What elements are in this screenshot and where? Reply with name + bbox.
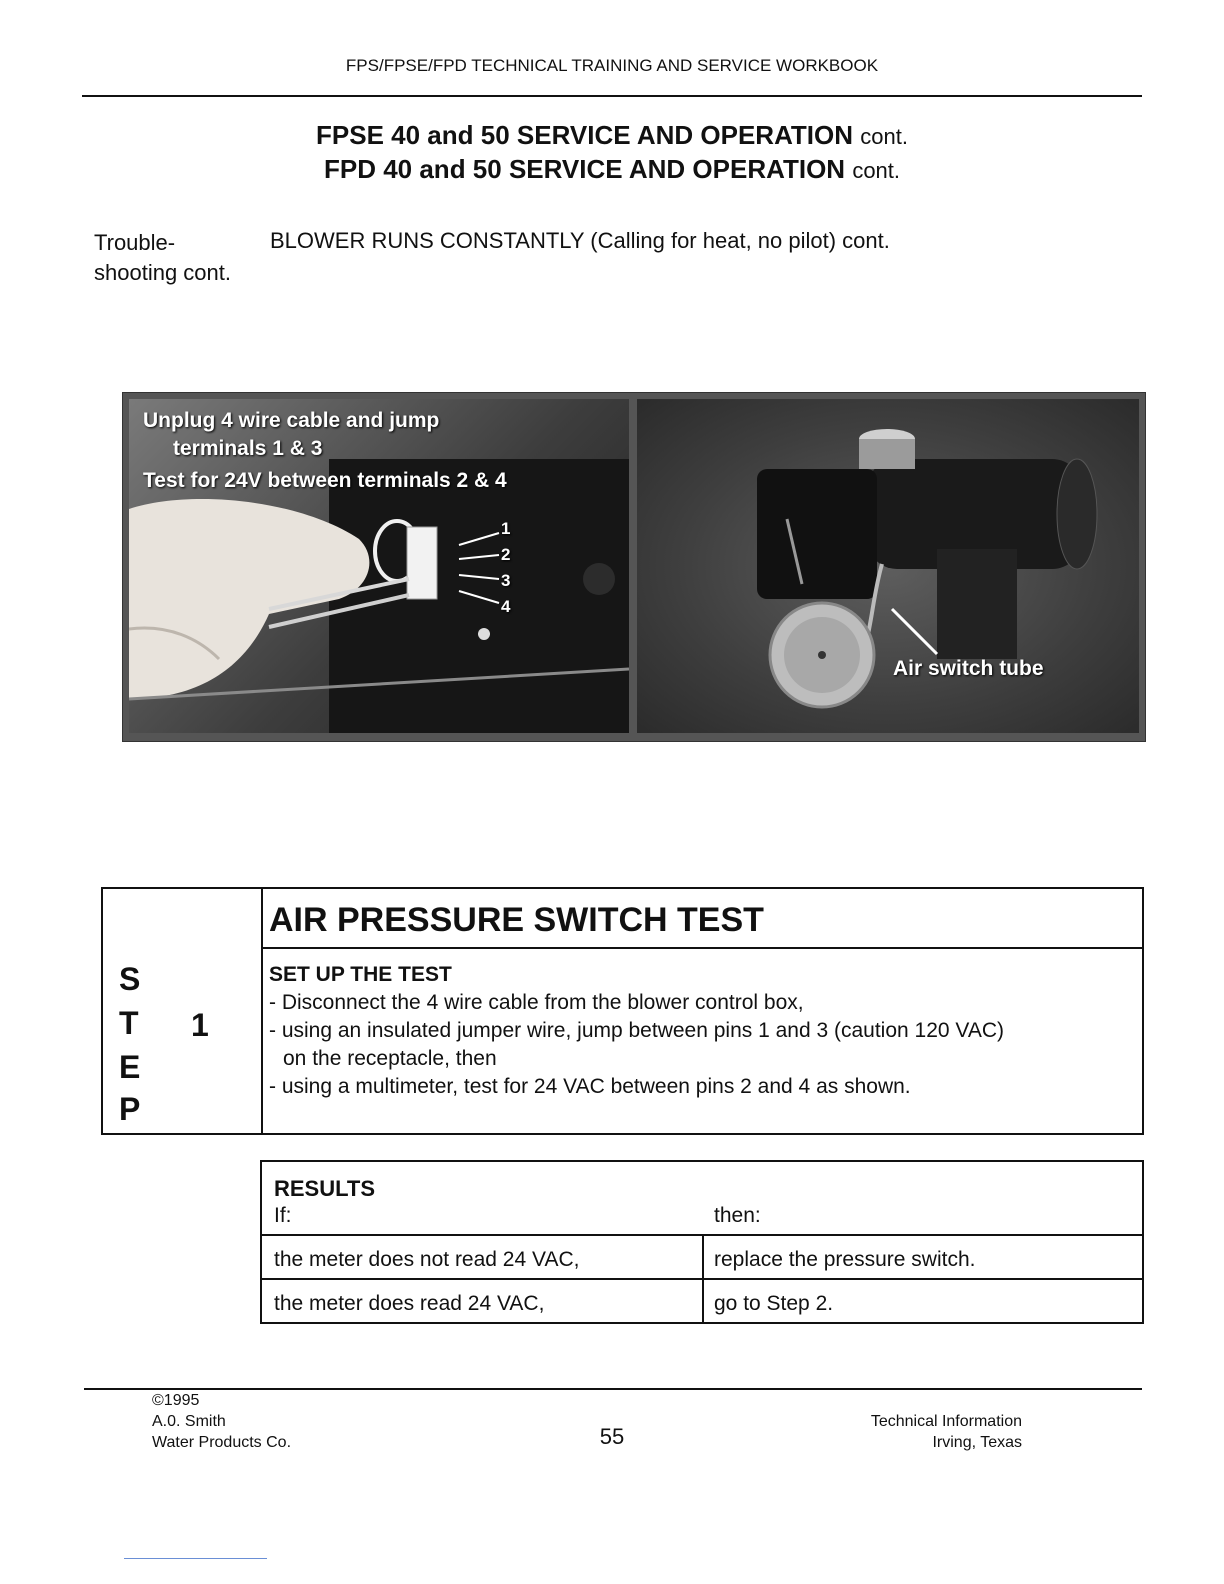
blower-photo-illustration bbox=[637, 399, 1139, 733]
section-title-fpd-main: FPD 40 and 50 SERVICE AND OPERATION bbox=[323, 154, 846, 184]
footer-right bbox=[820, 1411, 1022, 1453]
footer-right-line1: Technical Information bbox=[870, 1413, 1022, 1430]
subheading: BLOWER RUNS CONSTANTLY (Calling for heat, no pilot) cont. bbox=[270, 228, 890, 253]
pin-label-4: 4 bbox=[501, 597, 511, 616]
header-rule bbox=[82, 95, 1142, 97]
footer-copyright: ©1995 bbox=[152, 1392, 200, 1409]
results-heading: RESULTS bbox=[274, 1176, 376, 1201]
results-table bbox=[260, 1160, 1144, 1324]
step-letter-t: T bbox=[119, 1005, 139, 1041]
photo-caption-line3: Test for 24V between terminals 2 & 4 bbox=[143, 469, 507, 492]
step-instructions bbox=[269, 961, 1004, 1101]
results-row-2-then: go to Step 2. bbox=[714, 1292, 834, 1315]
results-then-label: then: bbox=[714, 1204, 761, 1227]
instruction-line: - Disconnect the 4 wire cable from the blower control box, bbox=[269, 991, 804, 1014]
photo-caption-line2: terminals 1 & 3 bbox=[173, 437, 323, 460]
section-title-fpse bbox=[0, 120, 1224, 151]
photo-caption-line1: Unplug 4 wire cable and jump bbox=[143, 409, 440, 432]
step-number: 1 bbox=[191, 1007, 209, 1043]
pin-label-3: 3 bbox=[501, 571, 511, 590]
pin-label-1: 1 bbox=[501, 519, 511, 538]
footer-company-2: Water Products Co. bbox=[152, 1434, 292, 1451]
section-title-fpse-suffix: cont. bbox=[860, 124, 908, 149]
margin-topic-line2: shooting cont. bbox=[94, 260, 231, 285]
section-title-fpd bbox=[0, 154, 1224, 185]
air-switch-tube-label: Air switch tube bbox=[893, 657, 1044, 680]
instruction-line: - using a multimeter, test for 24 VAC between pins 2 and 4 as shown. bbox=[269, 1075, 911, 1098]
results-row-1-then: replace the pressure switch. bbox=[714, 1248, 976, 1271]
step-divider bbox=[261, 889, 263, 1133]
step-letter-e: E bbox=[119, 1049, 141, 1085]
step-1-box bbox=[101, 887, 1144, 1135]
pin-label-2: 2 bbox=[501, 545, 511, 564]
section-title-fpse-main: FPSE 40 and 50 SERVICE AND OPERATION bbox=[316, 120, 854, 150]
margin-topic bbox=[94, 228, 231, 288]
bottom-blue-line bbox=[124, 1558, 267, 1559]
section-title-fpd-suffix: cont. bbox=[852, 158, 901, 183]
margin-topic-line1: Trouble- bbox=[94, 230, 176, 255]
photo-strip bbox=[122, 392, 1146, 742]
step-title: AIR PRESSURE SWITCH TEST bbox=[269, 901, 764, 939]
results-row-1-if: the meter does not read 24 VAC, bbox=[274, 1248, 580, 1271]
photo-air-switch bbox=[637, 399, 1139, 733]
step-letter-s: S bbox=[119, 961, 141, 997]
photo-connector-test bbox=[129, 399, 629, 733]
results-column-rule bbox=[702, 1234, 704, 1322]
step-title-rule bbox=[263, 947, 1142, 949]
results-row-2-if: the meter does read 24 VAC, bbox=[274, 1292, 545, 1315]
setup-heading: SET UP THE TEST bbox=[269, 963, 452, 986]
footer-company-1: A.0. Smith bbox=[152, 1413, 226, 1430]
step-letter-p: P bbox=[119, 1091, 141, 1127]
instruction-line: on the receptacle, then bbox=[283, 1047, 497, 1070]
running-header: FPS/FPSE/FPD TECHNICAL TRAINING AND SERVICE WORKBOOK bbox=[345, 56, 879, 75]
page-number: 55 bbox=[599, 1424, 625, 1449]
instruction-line: - using an insulated jumper wire, jump between pins 1 and 3 (caution 120 VAC) bbox=[269, 1019, 1005, 1042]
results-if-label: If: bbox=[274, 1204, 292, 1227]
footer-right-line2: Irving, Texas bbox=[932, 1434, 1022, 1451]
